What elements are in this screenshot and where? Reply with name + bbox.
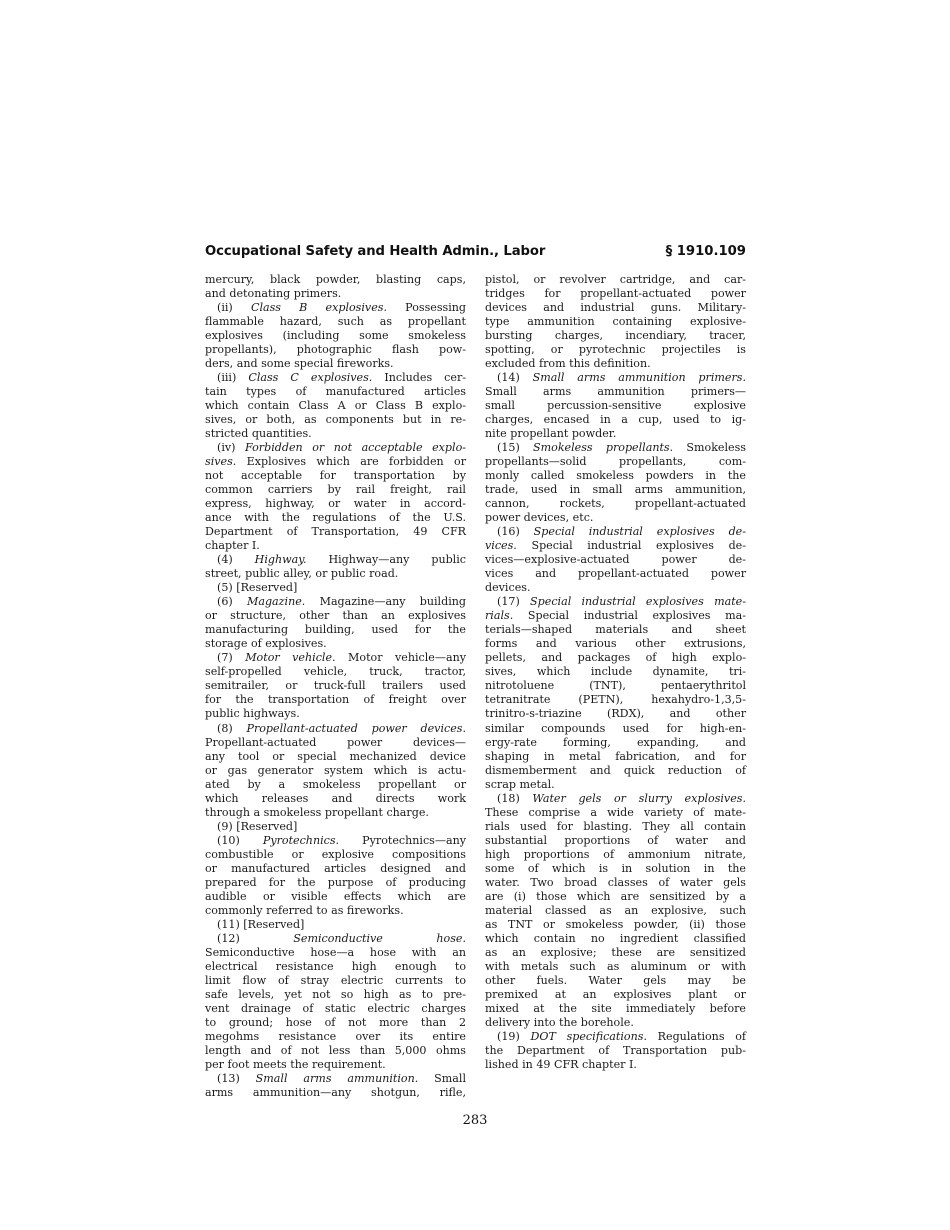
text-line	[485, 413, 746, 427]
line-text: audible or visible effects which are	[205, 889, 466, 903]
text-line	[205, 371, 466, 385]
line-text: material classed as an explosive, such	[485, 903, 746, 917]
text-line	[485, 539, 746, 553]
text-line	[205, 974, 466, 988]
line-text: arms ammunition—any shotgun, rifle,	[205, 1085, 466, 1099]
defined-term: Special industrial explosives de-	[533, 525, 746, 539]
line-text: stricted quantities.	[205, 427, 312, 441]
text-line	[205, 736, 466, 750]
defined-term: Special industrial explosives mate-	[530, 595, 746, 609]
text-line	[485, 1016, 746, 1030]
line-text: mixed at the site immediately before	[485, 1001, 746, 1015]
line-text: water. Two broad classes of water gels	[485, 875, 746, 889]
text-line	[205, 315, 466, 329]
text-line	[205, 273, 466, 287]
line-text: vices—explosive-actuated power de-	[485, 553, 746, 567]
line-text: storage of explosives.	[205, 637, 327, 651]
text-line	[205, 581, 466, 595]
line-text: terials—shaped materials and sheet	[485, 623, 746, 637]
text-line	[205, 988, 466, 1002]
text-line	[205, 665, 466, 679]
line-text: Propellant-actuated power devices—	[205, 735, 466, 749]
text-line	[485, 932, 746, 946]
line-text: These comprise a wide variety of mate-	[485, 805, 746, 819]
line-text: any tool or special mechanized device	[205, 749, 466, 763]
line-text: tetranitrate (PETN), hexahydro-1,3,5-	[485, 693, 746, 707]
line-text: tain types of manufactured articles	[205, 385, 466, 399]
text-line	[485, 750, 746, 764]
line-text: vices and propellant-actuated power	[485, 567, 746, 581]
text-line	[485, 343, 746, 357]
line-text: or manufactured articles designed and	[205, 861, 466, 875]
text-line	[205, 427, 466, 441]
text-line	[205, 932, 466, 946]
text-line	[205, 301, 466, 315]
line-text: ergy-rate forming, expanding, and	[485, 735, 746, 749]
text-line	[205, 539, 466, 553]
text-line	[205, 329, 466, 343]
text-line	[485, 862, 746, 876]
text-line	[205, 1086, 466, 1100]
defined-term: Motor vehicle.	[245, 651, 336, 665]
line-text: similar compounds used for high-en-	[485, 721, 746, 735]
text-line	[205, 707, 466, 721]
text-line	[205, 483, 466, 497]
text-line	[485, 974, 746, 988]
line-text: propellants—solid propellants, com-	[485, 455, 746, 469]
paragraph-number: (12)	[217, 931, 294, 945]
page-number: 283	[462, 1113, 488, 1128]
text-line	[205, 764, 466, 778]
line-text: tridges for propellant-actuated power	[485, 287, 746, 301]
text-line	[205, 343, 466, 357]
text-line	[205, 750, 466, 764]
text-line	[485, 792, 746, 806]
text-line	[205, 1058, 466, 1072]
header-agency-title: Occupational Safety and Health Admin., Labor	[205, 244, 546, 259]
line-text: chapter I.	[205, 539, 260, 553]
line-text: which contain Class A or Class B explo-	[205, 399, 466, 413]
defined-term: Class B explosives.	[250, 301, 387, 315]
line-text: and detonating primers.	[205, 287, 342, 301]
text-line	[205, 862, 466, 876]
text-line	[485, 497, 746, 511]
left-text-column	[205, 273, 466, 1100]
text-line	[485, 778, 746, 792]
text-line	[205, 651, 466, 665]
line-text: or structure, other than an explosives	[205, 609, 466, 623]
text-line	[485, 469, 746, 483]
defined-term: Propellant-actuated power devices.	[246, 721, 466, 735]
line-text: Pyrotechnics—any	[339, 833, 466, 847]
line-text: not acceptable for transportation by	[205, 469, 466, 483]
line-text: (5) [Reserved]	[217, 581, 298, 595]
text-line	[485, 329, 746, 343]
line-text: some of which is in solution in the	[485, 861, 746, 875]
text-line	[205, 693, 466, 707]
defined-term: Highway.	[254, 553, 307, 567]
text-line	[205, 511, 466, 525]
text-line	[485, 441, 746, 455]
text-line	[485, 665, 746, 679]
text-line	[205, 413, 466, 427]
text-line	[205, 385, 466, 399]
line-text: trinitro-s-triazine (RDX), and other	[485, 707, 746, 721]
text-line	[205, 1030, 466, 1044]
text-line	[205, 469, 466, 483]
text-line	[485, 315, 746, 329]
text-line	[485, 1058, 746, 1072]
text-line	[485, 904, 746, 918]
line-text: (11) [Reserved]	[217, 917, 305, 931]
line-text: cannon, rockets, propellant-actuated	[485, 497, 746, 511]
line-text: other fuels. Water gels may be	[485, 973, 746, 987]
defined-term: Pyrotechnics.	[262, 833, 340, 847]
text-line	[205, 1016, 466, 1030]
text-line	[485, 623, 746, 637]
line-text: bursting charges, incendiary, tracer,	[485, 329, 746, 343]
text-line	[485, 301, 746, 315]
text-line	[205, 455, 466, 469]
line-text: Small	[418, 1071, 466, 1085]
line-text: scrap metal.	[485, 777, 555, 791]
text-line	[205, 904, 466, 918]
text-line	[205, 595, 466, 609]
text-line	[485, 567, 746, 581]
text-line	[485, 890, 746, 904]
paragraph-number: (17)	[497, 595, 531, 609]
line-text: dismemberment and quick reduction of	[485, 763, 746, 777]
paragraph-number: (18)	[497, 791, 533, 805]
text-line	[485, 1044, 746, 1058]
paragraph-number: (16)	[497, 525, 534, 539]
text-line	[485, 764, 746, 778]
paragraph-number: (iii)	[217, 371, 249, 385]
line-text: limit flow of stray electric currents to	[205, 973, 466, 987]
line-text: combustible or explosive compositions	[205, 847, 466, 861]
line-text: rials used for blasting. They all contain	[485, 819, 746, 833]
text-line	[485, 581, 746, 595]
line-text: Possessing	[386, 301, 467, 315]
running-header	[205, 244, 746, 262]
line-text: (9) [Reserved]	[217, 819, 298, 833]
text-line	[485, 651, 746, 665]
paragraph-number: (13)	[217, 1071, 256, 1085]
line-text: Special industrial explosives de-	[516, 539, 746, 553]
line-text: as TNT or smokeless powder, (ii) those	[485, 917, 746, 931]
defined-term: vices.	[485, 539, 517, 553]
text-line	[205, 890, 466, 904]
text-line	[485, 273, 746, 287]
line-text: Motor vehicle—any	[335, 651, 466, 665]
text-line	[485, 287, 746, 301]
line-text: Highway—any public	[306, 553, 466, 567]
text-line	[205, 918, 466, 932]
text-line	[485, 525, 746, 539]
line-text: public highways.	[205, 707, 300, 721]
line-text: Small arms ammunition primers—	[485, 385, 746, 399]
text-line	[485, 693, 746, 707]
text-line	[205, 1072, 466, 1086]
line-text: trade, used in small arms ammunition,	[485, 483, 746, 497]
text-line	[205, 1044, 466, 1058]
line-text: express, highway, or water in accord-	[205, 497, 466, 511]
text-line	[485, 834, 746, 848]
text-line	[205, 553, 466, 567]
text-line	[205, 441, 466, 455]
paragraph-number: (10)	[217, 833, 263, 847]
defined-term: Magazine.	[246, 595, 306, 609]
text-line	[205, 848, 466, 862]
line-text: high proportions of ammonium nitrate,	[485, 847, 746, 861]
line-text: ance with the regulations of the U.S.	[205, 511, 466, 525]
text-line	[205, 820, 466, 834]
text-line	[485, 1030, 746, 1044]
line-text: are (i) those which are sensitized by a	[485, 889, 746, 903]
defined-term: Class C explosives.	[248, 371, 373, 385]
text-line	[205, 806, 466, 820]
line-text: explosives (including some smokeless	[205, 329, 466, 343]
line-text: Explosives which are forbidden or	[236, 455, 466, 469]
line-text: with metals such as aluminum or with	[485, 959, 746, 973]
paragraph-number: (4)	[217, 553, 255, 567]
text-line	[485, 918, 746, 932]
defined-term: Water gels or slurry explosives.	[532, 791, 746, 805]
text-line	[485, 385, 746, 399]
text-line	[205, 623, 466, 637]
right-text-column	[485, 273, 746, 1072]
text-line	[205, 567, 466, 581]
line-text: per foot meets the requirement.	[205, 1057, 386, 1071]
line-text: the Department of Transportation pub-	[485, 1043, 746, 1057]
line-text: type ammunition containing explosive-	[485, 315, 746, 329]
text-line	[485, 876, 746, 890]
text-line	[485, 707, 746, 721]
line-text: lished in 49 CFR chapter I.	[485, 1057, 637, 1071]
line-text: devices.	[485, 581, 531, 595]
line-text: sives, which include dynamite, tri-	[485, 665, 746, 679]
defined-term: Semiconductive hose.	[293, 931, 466, 945]
text-line	[485, 399, 746, 413]
line-text: prepared for the purpose of producing	[205, 875, 466, 889]
text-line	[205, 497, 466, 511]
line-text: Special industrial explosives ma-	[513, 609, 746, 623]
line-text: Regulations of	[646, 1029, 746, 1043]
line-text: flammable hazard, such as propellant	[205, 315, 466, 329]
text-line	[205, 792, 466, 806]
text-line	[205, 525, 466, 539]
text-line	[485, 1002, 746, 1016]
line-text: ated by a smokeless propellant or	[205, 777, 466, 791]
text-line	[205, 399, 466, 413]
line-text: length and of not less than 5,000 ohms	[205, 1043, 466, 1057]
text-line	[205, 778, 466, 792]
line-text: monly called smokeless powders in the	[485, 469, 746, 483]
line-text: charges, encased in a cup, used to ig-	[485, 413, 746, 427]
line-text: Smokeless	[673, 441, 746, 455]
defined-term: Small arms ammunition.	[255, 1071, 419, 1085]
line-text: delivery into the borehole.	[485, 1015, 634, 1029]
line-text: which contain no ingredient classified	[485, 931, 746, 945]
line-text: to ground; hose of not more than 2	[205, 1015, 466, 1029]
text-line	[205, 722, 466, 736]
line-text: which releases and directs work	[205, 791, 466, 805]
text-line	[485, 820, 746, 834]
line-text: commonly referred to as fireworks.	[205, 903, 404, 917]
defined-term: Small arms ammunition primers.	[532, 371, 746, 385]
text-line	[485, 595, 746, 609]
line-text: mercury, black powder, blasting caps,	[205, 273, 466, 286]
line-text: Semiconductive hose—a hose with an	[205, 945, 466, 959]
text-line	[485, 553, 746, 567]
line-text: substantial proportions of water and	[485, 833, 746, 847]
text-line	[205, 946, 466, 960]
paragraph-number: (7)	[217, 651, 246, 665]
text-line	[485, 371, 746, 385]
line-text: shaping in metal fabrication, and for	[485, 749, 746, 763]
paragraph-number: (ii)	[217, 301, 251, 315]
line-text: as an explosive; these are sensitized	[485, 945, 746, 959]
line-text: street, public alley, or public road.	[205, 567, 399, 581]
line-text: power devices, etc.	[485, 511, 594, 525]
paragraph-number: (15)	[497, 441, 534, 455]
text-line	[485, 679, 746, 693]
text-line	[205, 834, 466, 848]
text-line	[485, 455, 746, 469]
line-text: pellets, and packages of high explo-	[485, 651, 746, 665]
text-line	[485, 483, 746, 497]
text-line	[205, 876, 466, 890]
text-line	[205, 637, 466, 651]
text-line	[485, 806, 746, 820]
line-text: for the transportation of freight over	[205, 693, 466, 707]
line-text: devices and industrial guns. Military-	[485, 301, 746, 315]
line-text: premixed at an explosives plant or	[485, 987, 746, 1001]
line-text: excluded from this definition.	[485, 357, 651, 371]
text-line	[485, 427, 746, 441]
paragraph-number: (14)	[497, 371, 533, 385]
line-text: manufacturing building, used for the	[205, 623, 466, 637]
line-text: nite propellant powder.	[485, 427, 617, 441]
line-text: vent drainage of static electric charges	[205, 1001, 466, 1015]
line-text: Magazine—any building	[305, 595, 466, 609]
line-text: spotting, or pyrotechnic projectiles is	[485, 343, 746, 357]
line-text: safe levels, yet not so high as to pre-	[205, 987, 466, 1001]
text-line	[205, 357, 466, 371]
defined-term: DOT specifications.	[530, 1029, 647, 1043]
paragraph-number: (6)	[217, 595, 247, 609]
line-text: nitrotoluene (TNT), pentaerythritol	[485, 679, 746, 693]
line-text: electrical resistance high enough to	[205, 959, 466, 973]
line-text: common carriers by rail freight, rail	[205, 483, 466, 497]
line-text: ders, and some special fireworks.	[205, 357, 394, 371]
text-line	[485, 848, 746, 862]
line-text: Includes cer-	[372, 371, 467, 385]
defined-term: Forbidden or not acceptable explo-	[245, 441, 467, 455]
text-line	[485, 988, 746, 1002]
defined-term: Smokeless propellants.	[533, 441, 674, 455]
line-text: small percussion-sensitive explosive	[485, 399, 746, 413]
line-text: sives, or both, as components but in re-	[205, 413, 466, 427]
paragraph-number: (19)	[497, 1029, 531, 1043]
line-text: megohms resistance over its entire	[205, 1029, 466, 1043]
line-text: forms and various other extrusions,	[485, 637, 746, 651]
defined-term: rials.	[485, 609, 514, 623]
text-line	[485, 357, 746, 371]
line-text: propellants), photographic flash pow-	[205, 343, 466, 357]
paragraph-number: (iv)	[217, 441, 246, 455]
text-line	[205, 1002, 466, 1016]
text-line	[485, 609, 746, 623]
text-line	[205, 960, 466, 974]
text-line	[485, 637, 746, 651]
line-text: pistol, or revolver cartridge, and car-	[485, 273, 746, 286]
line-text: semitrailer, or truck-full trailers used	[205, 679, 466, 693]
text-line	[205, 679, 466, 693]
header-section-number: § 1910.109	[665, 244, 746, 259]
defined-term: sives.	[205, 455, 237, 469]
text-line	[205, 609, 466, 623]
text-line	[485, 946, 746, 960]
paragraph-number: (8)	[217, 721, 247, 735]
line-text: or gas generator system which is actu-	[205, 763, 466, 777]
text-line	[485, 722, 746, 736]
text-line	[485, 511, 746, 525]
line-text: Department of Transportation, 49 CFR	[205, 525, 466, 539]
text-line	[485, 736, 746, 750]
text-line	[205, 287, 466, 301]
line-text: through a smokeless propellant charge.	[205, 805, 429, 819]
text-line	[485, 960, 746, 974]
line-text: self-propelled vehicle, truck, tractor,	[205, 665, 466, 679]
